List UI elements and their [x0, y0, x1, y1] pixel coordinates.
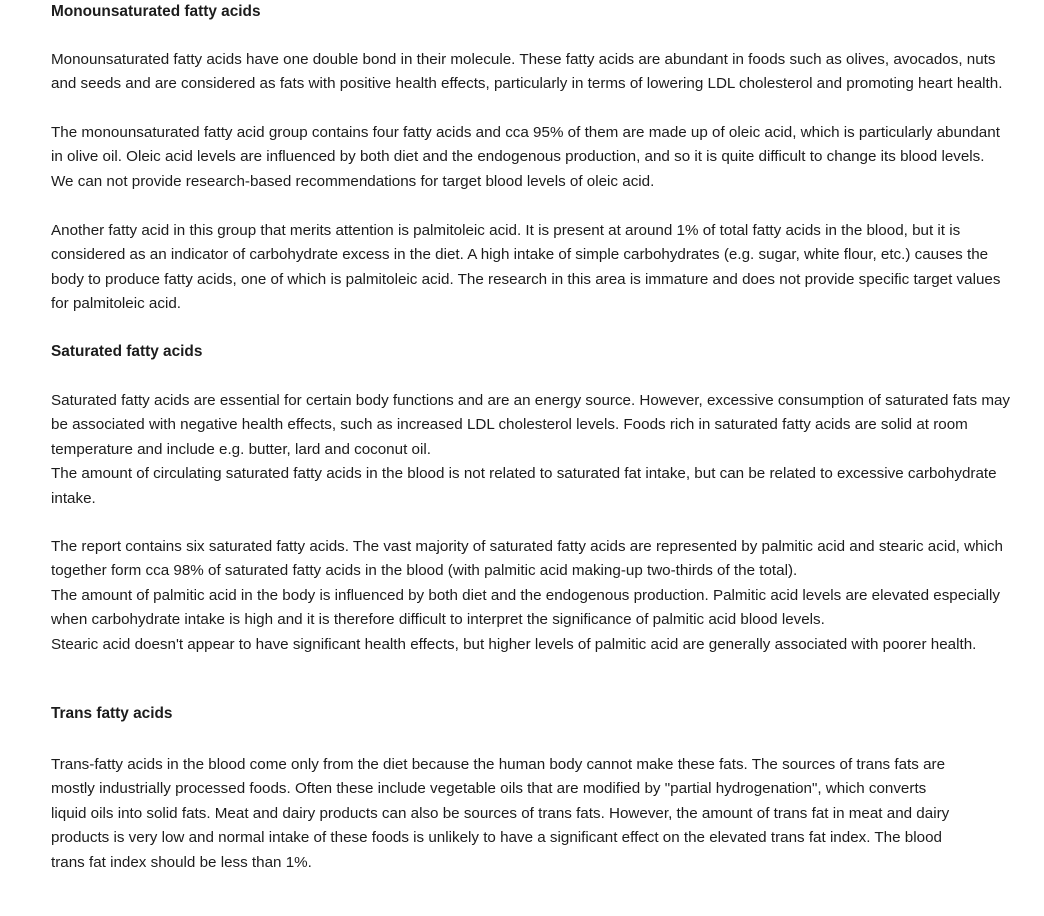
text-line: body to produce fatty acids, one of which is palmitoleic acid. The research in this area is immature and does not provide specific target values	[51, 270, 1001, 288]
text-line: The monounsaturated fatty acid group contains four fatty acids and cca 95% of them are made up of oleic acid, which is particularly abundant	[51, 124, 1000, 141]
paragraph-mono-2	[51, 121, 999, 194]
text-line: Stearic acid doesn't appear to have significant health effects, but higher levels of palmitic acid are generally associated with poorer health.	[51, 635, 977, 653]
text-line: The report contains six saturated fatty acids. The vast majority of saturated fatty acids are represented by palmitic acid and stearic acid, which	[51, 538, 1003, 555]
paragraph-saturated-1	[51, 389, 1011, 511]
text-line: Saturated fatty acids are essential for certain body functions and are an energy source. However, excessive consumption of saturated fats may	[51, 392, 1011, 409]
text-line: be associated with negative health effects, such as increased LDL cholesterol levels. Foods rich in saturated fatty acids are solid at room	[51, 416, 968, 434]
text-line: considered as an indicator of carbohydrate excess in the diet. A high intake of simple carbohydrates (e.g. sugar, white flour, etc.) causes the	[51, 246, 989, 264]
text-line: We can not provide research-based recommendations for target blood levels of oleic acid.	[51, 172, 655, 190]
text-line: mostly industrially processed foods. Often these include vegetable oils that are modified by "partial hydrogenation", which converts	[51, 780, 927, 798]
text-line: products is very low and normal intake of these foods is unlikely to have a significant effect on the elevated trans fat index. The blood	[51, 829, 942, 847]
paragraph-mono-3	[51, 219, 999, 317]
heading-monounsaturated: Monounsaturated fatty acids	[51, 3, 261, 20]
text-line: Trans-fatty acids in the blood come only from the diet because the human body cannot make these fats. The sources of trans fats are	[51, 756, 946, 773]
heading-saturated: Saturated fatty acids	[51, 343, 203, 360]
text-line: intake.	[51, 489, 96, 507]
paragraph-saturated-2	[51, 535, 1003, 657]
text-line: in olive oil. Oleic acid levels are influenced by both diet and the endogenous production, and so it is quite difficult to change its blood levels.	[51, 148, 985, 166]
text-line: trans fat index should be less than 1%.	[51, 853, 312, 871]
paragraph-mono-1	[51, 48, 1003, 97]
text-line: Another fatty acid in this group that merits attention is palmitoleic acid. It is present at around 1% of total fatty acids in the blood, but it is	[51, 222, 961, 239]
text-line: Monounsaturated fatty acids have one double bond in their molecule. These fatty acids are abundant in foods such as olives, avocados, nuts	[51, 51, 996, 68]
heading-trans: Trans fatty acids	[51, 705, 173, 722]
text-line: together form cca 98% of saturated fatty acids in the blood (with palmitic acid making-up two-thirds of the total).	[51, 562, 798, 580]
text-line: when carbohydrate intake is high and it is therefore difficult to interpret the significance of palmitic acid blood levels.	[51, 611, 825, 629]
text-line: The amount of circulating saturated fatty acids in the blood is not related to saturated fat intake, but can be related to excessive carbohydrate	[51, 465, 997, 483]
text-line: The amount of palmitic acid in the body is influenced by both diet and the endogenous production. Palmitic acid levels are elevated especially	[51, 586, 1000, 604]
text-line: for palmitoleic acid.	[51, 295, 181, 313]
text-line: temperature and include e.g. butter, lard and coconut oil.	[51, 440, 431, 458]
text-line: and seeds and are considered as fats with positive health effects, particularly in terms of lowering LDL cholesterol and promoting heart health.	[51, 75, 1003, 93]
paragraph-trans-1	[51, 753, 999, 875]
text-line: liquid oils into solid fats. Meat and dairy products can also be sources of trans fats. However, the amount of trans fat in meat and dairy	[51, 804, 950, 822]
